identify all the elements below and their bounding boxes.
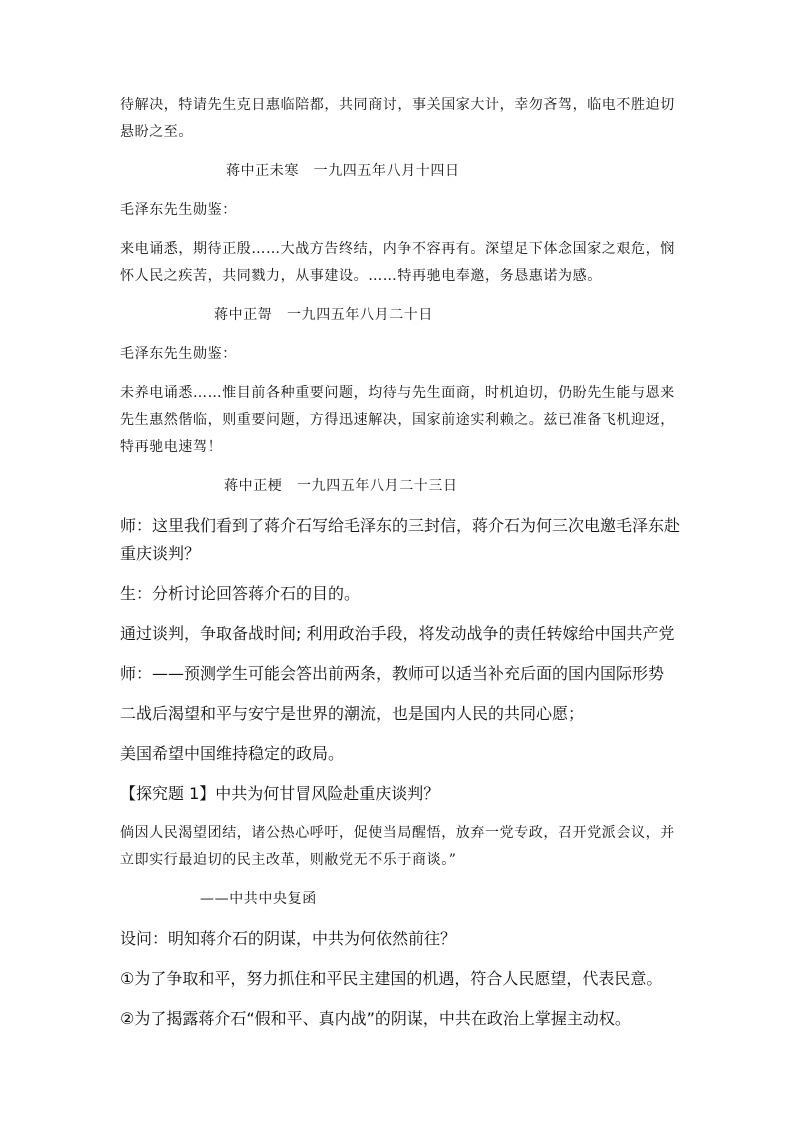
answer-point-2: ②为了揭露蒋介石“假和平、真内战”的阴谋，中共在政治上掌握主动权。: [120, 1009, 631, 1028]
quote-source: ——中共中央复函: [200, 891, 317, 907]
telegram-3-signature: 蒋中正梗 一九四五年八月二十三日: [224, 478, 458, 494]
exploration-question-1: 【探究题 1】中共为何甘冒风险赴重庆谈判？: [120, 784, 440, 803]
telegram-1-signature: 蒋中正未寒 一九四五年八月十四日: [226, 163, 460, 179]
document-body: [120, 92, 680, 1033]
teacher-question: 师：这里我们看到了蒋介石写给毛泽东的三封信，蒋介石为何三次电邀毛泽东赴重庆谈判？: [120, 516, 681, 563]
telegram-2-signature: 蒋中正哿 一九四五年八月二十日: [214, 307, 433, 323]
ccp-reply-quote: 倘因人民渴望团结，诸公热心呼吁，促使当局醒悟，放弃一党专政，召开党派会议，并立即实行最迫切的民主改革，则敝党无不乐于商谈。”: [120, 825, 675, 868]
answer-line-1: 通过谈判，争取备战时间; 利用政治手段，将发动战争的责任转嫁给中国共产党: [120, 624, 675, 643]
teacher-note: 师：——预测学生可能会答出前两条，教师可以适当补充后面的国内国际形势: [120, 664, 665, 683]
answer-line-2: 二战后渴望和平与安宁是世界的潮流，也是国内人民的共同心愿；: [120, 704, 585, 723]
telegram-1-text: 待解决，特请先生克日惠临陪都，共同商讨，事关国家大计，幸勿吝驾，临电不胜迫切悬盼之至。: [120, 97, 675, 140]
guiding-question: 设问：明知蒋介石的阴谋，中共为何依然前往？: [120, 929, 457, 948]
telegram-2-text: 来电诵悉，期待正殷……大战方告终结，内争不容再有。深望足下体念国家之艰危，悯怀人民之疾苦，共同戮力，从事建设。……特再驰电奉邀，务恳惠诺为感。: [120, 241, 675, 284]
answer-line-3: 美国希望中国维持稳定的政局。: [120, 744, 345, 763]
salutation-1: 毛泽东先生勋鉴：: [120, 202, 237, 218]
salutation-2: 毛泽东先生勋鉴：: [120, 346, 237, 362]
answer-point-1: ①为了争取和平，努力抓住和平民主建国的机遇，符合人民愿望，代表民意。: [120, 969, 663, 988]
student-response: 生：分析讨论回答蒋介石的目的。: [120, 584, 361, 603]
telegram-3-text: 未养电诵悉……惟目前各种重要问题，均待与先生面商，时机迫切，仍盼先生能与恩来先生惠然偕临，则重要问题，方得迅速解决，国家前途实利赖之。兹已准备飞机迎迓，特再驰电速驾！: [120, 385, 675, 455]
